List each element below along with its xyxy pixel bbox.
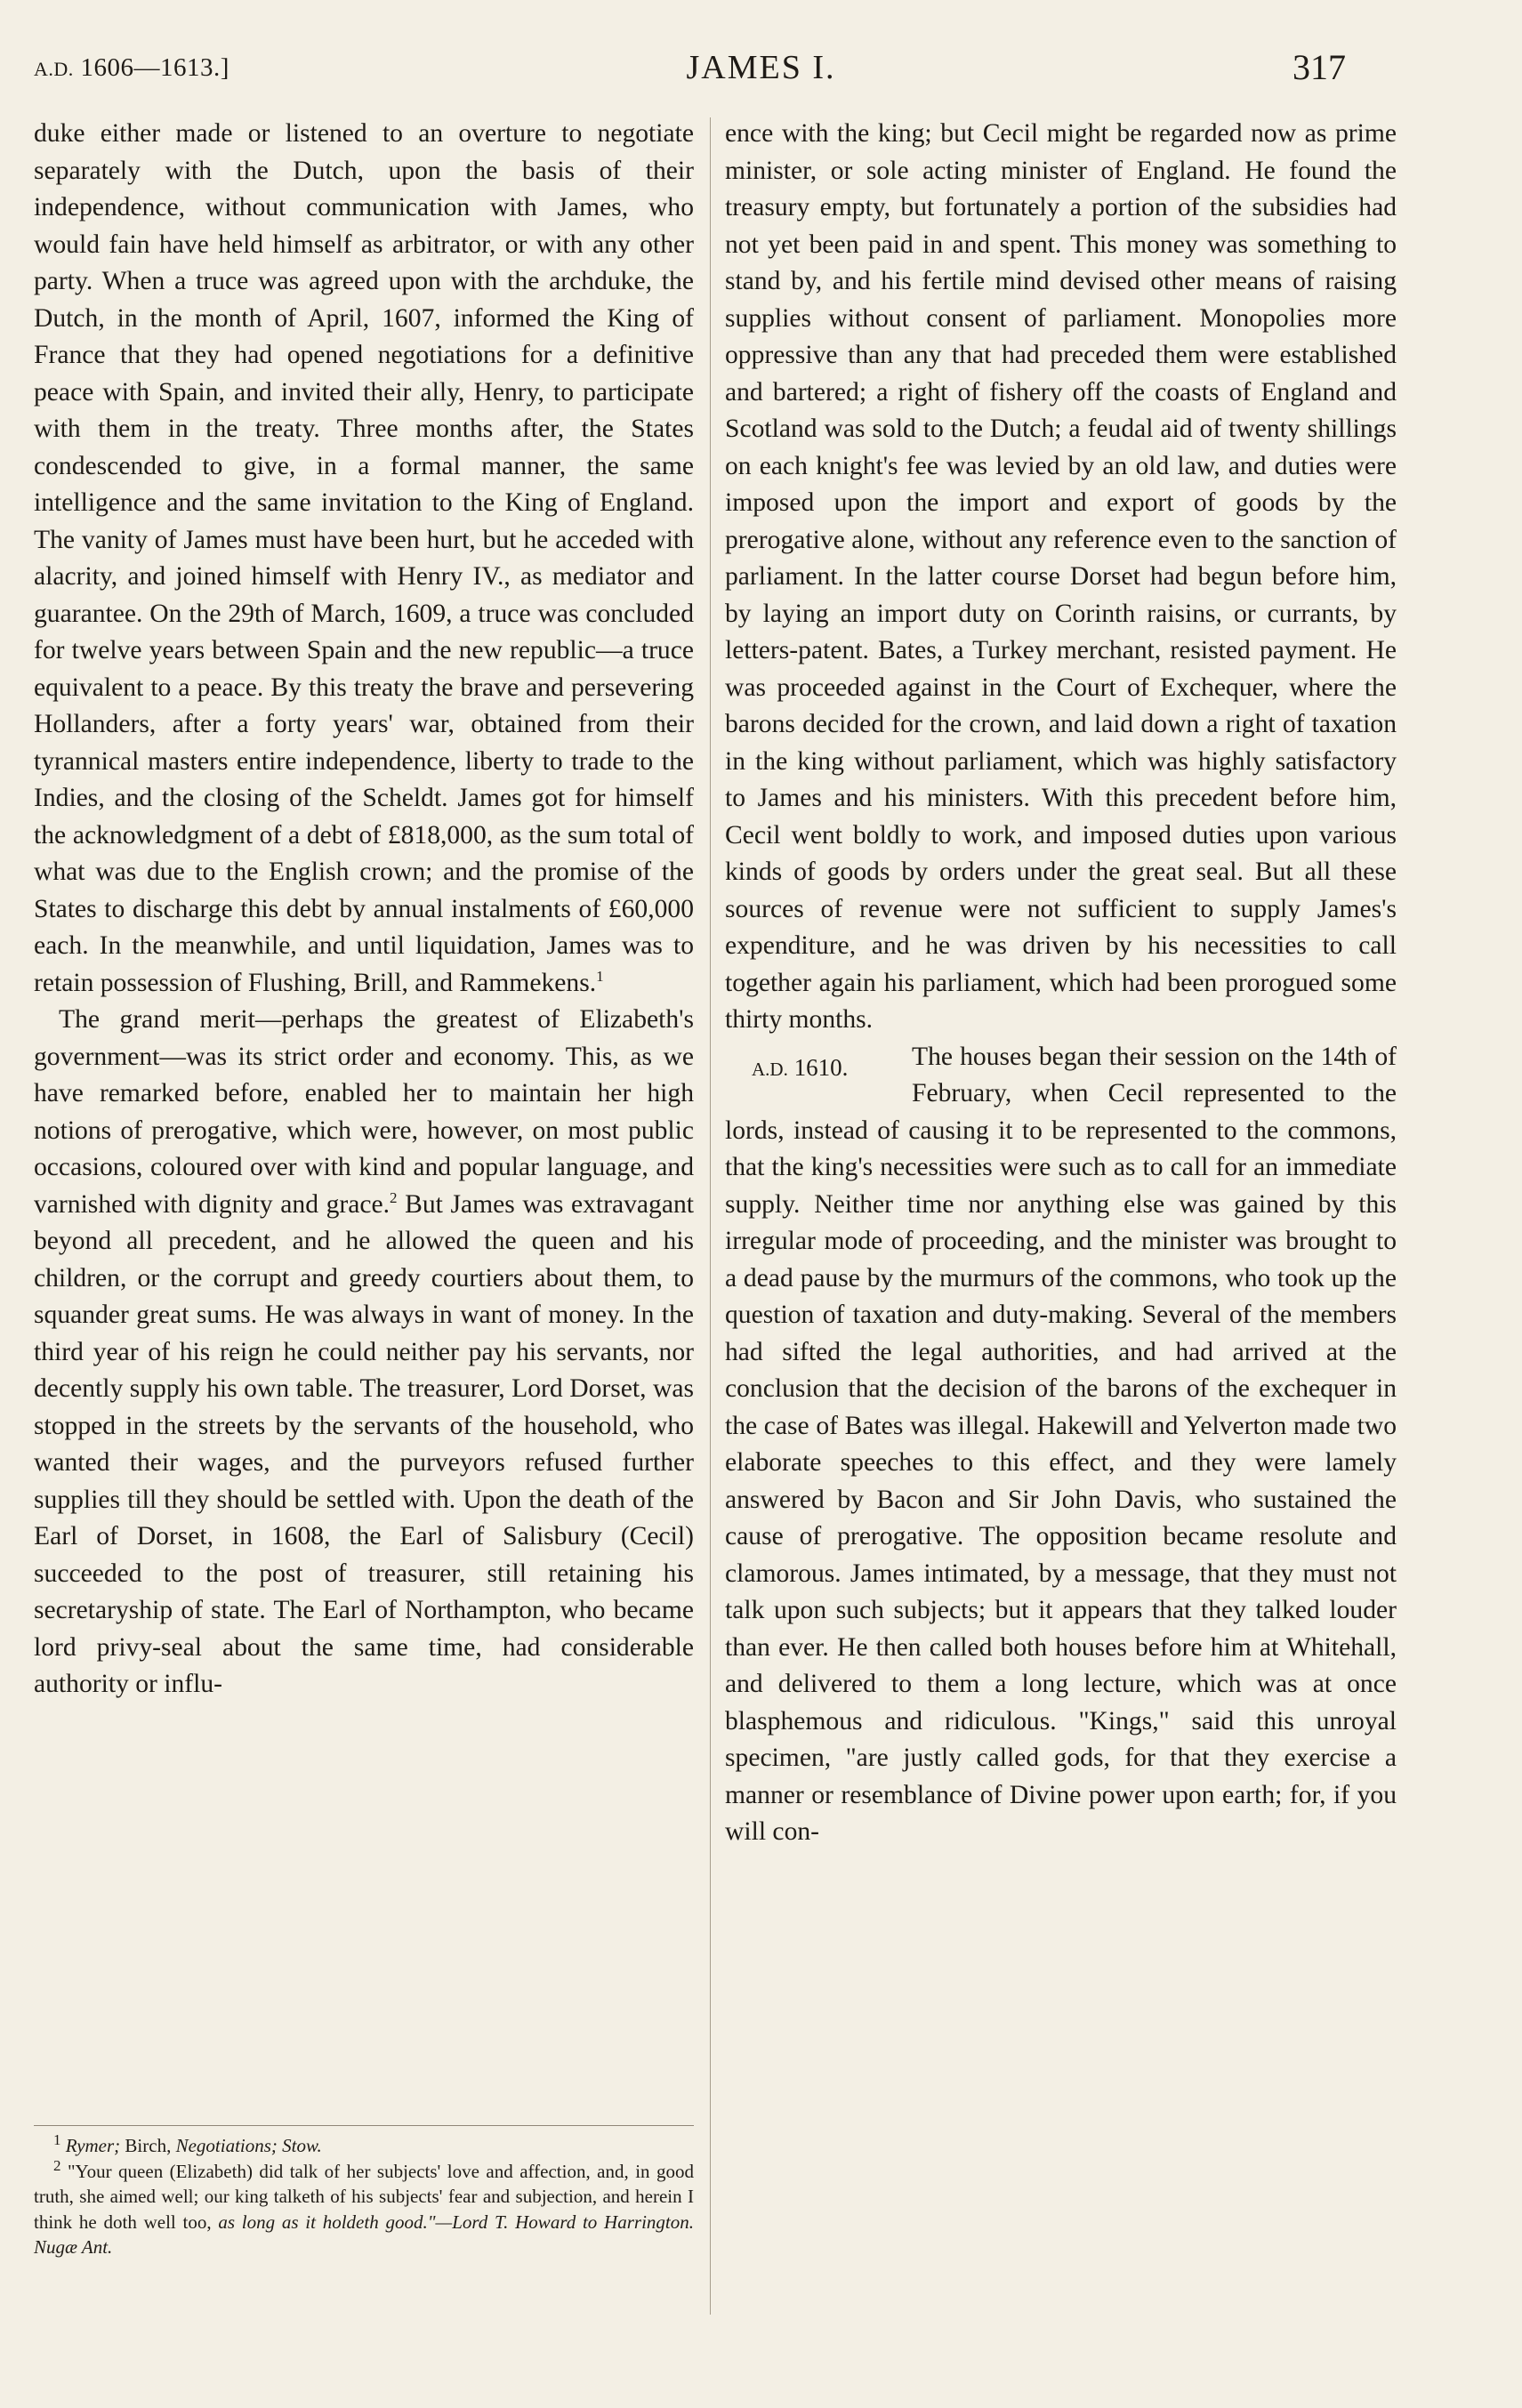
paragraph: duke either made or listened to an overture to negotiate separately with the Dutch, upon the basis of their independence, without communication with James, who would fain have held himself as arbitrator, or with any other party. When a truce was agreed upon with the archduke, the Dutch, in the month of April, 1607, informed the King of France that they had opened negotiations for a definitive peace with Spain, and invited their ally, Henry, to participate with them in the treaty. Three months after, the States condescended to give, in a formal manner, the same intelligence and the same invitation to the King of England. The vanity of James must have been hurt, but he acceded with alacrity, and joined himself with Henry IV., as mediator and guarantee. On the 29th of March, 1609, a truce was concluded for twelve years between Spain and the new republic—a truce equivalent to a peace. By this treaty the brave and persevering Hollanders, after a forty years' war, obtained from their tyrannical masters entire independence, liberty to trade to the Indies, and the closing of the Scheldt. James got for himself the acknowledgment of a debt of £818,000, as the sum total of what was due to the English crown; and the promise of the States to discharge this debt by annual instalments of £60,000 each. In the meanwhile, and until liquidation, James was to retain possession of Flushing, Brill, and Rammekens.$^1$ (34, 119, 694, 997)
paragraph: ence with the king; but Cecil might be regarded now as prime minister, or sole acting minister of England. He found the treasury empty, but fortunately a portion of the subsidies had not yet been paid in and spent. This money was something to stand by, and his fertile mind devised other means of raising supplies without consent of parliament. Monopolies more oppressive than any that had preceded them were established and bartered; a right of fishery off the coasts of England and Scotland was sold to the Dutch; a feudal aid of twenty shillings on each knight's fee was levied by an old law, and duties were imposed upon the import and export of goods by the prerogative alone, without any reference even to the sanction of parliament. In the latter course Dorset had begun before him, by laying an import duty on Corinth raisins, or currants, by letters-patent. Bates, a Turkey merchant, resisted payment. He was proceeded against in the Court of Exchequer, where the barons decided for the crown, and laid down a right of taxation in the king without parliament, which was highly satisfactory to James and his ministers. With this precedent before him, Cecil went boldly to work, and imposed duties upon various kinds of goods by orders under the great seal. But all these sources of revenue were not sufficient to supply James's expenditure, and he was driven by his necessities to call together again his parliament, which had been prorogued some thirty months. (725, 119, 1397, 1034)
header-date-range: A.D. 1606—1613.] (34, 53, 230, 82)
footnote-rule (34, 2125, 694, 2126)
paragraph: The grand merit—perhaps the greatest of Elizabeth's government—was its strict order and economy. This, as we have remarked before, enabled her to maintain her high notions of prerogative, which were, however, on most public occasions, coloured over with kind and popular language, and varnished with dignity and grace.$^2$ But James was extravagant beyond all precedent, and he allowed the queen and his children, or the corrupt and greedy courtiers about them, to squander great sums. He was always in want of money. In the third year of his reign he could neither pay his servants, nor decently supply his own table. The treasurer, Lord Dorset, was stopped in the streets by the servants of the household, who wanted their wages, and the purveyors refused further supplies till they should be settled with. Upon the death of the Earl of Dorset, in 1608, the Earl of Salisbury (Cecil) succeeded to the post of treasurer, still retaining his secretaryship of state. The Earl of Northampton, who became lord privy-seal about the same time, had considerable authority or influ- (34, 1005, 694, 1698)
footnotes (34, 2133, 694, 2260)
page-number: 317 (1292, 47, 1346, 87)
footnote-ref: 2 (390, 1188, 398, 1206)
footnote-ref: 1 (596, 967, 604, 985)
paragraph: A.D. 1610. The houses began their session on the 14th of February, when Cecil represented to the lords, instead of causing it to be represented to the commons, that the king's necessities were such as to call for an immediate supply. Neither time nor anything else was gained by this irregular mode of proceeding, and the minister was brought to a dead pause by the murmurs of the commons, who took up the question of taxation and duty-making. Several of the members had sifted the legal authorities, and had arrived at the conclusion that the decision of the barons of the exchequer in the case of Bates was illegal. Hakewill and Yelverton made two elaborate speeches to this effect, and they were lamely answered by Bacon and Sir John Davis, who sustained the cause of prerogative. The opposition became resolute and clamorous. James intimated, by a message, that they must not talk upon such subjects; but it appears that they talked louder than ever. He then called both houses before him at Whitehall, and delivered to them a long lecture, which was at once blasphemous and ridiculous. "Kings," said this unroyal specimen, "are justly called gods, for that they exercise a manner or resemblance of Divine power upon earth; for, if you will con- (725, 1042, 1397, 1846)
left-column (34, 116, 694, 1703)
running-header (34, 46, 1488, 91)
column-divider (710, 117, 711, 2315)
margin-date: A.D. 1610. (752, 1053, 849, 1081)
header-title: JAMES I. (686, 49, 836, 86)
footnote: $^2$ "Your queen (Elizabeth) did talk of her subjects' love and affection, and, in good truth, she aimed well; our king talketh of his subjects' fear and subjection, and herein I think he doth well too, as long as it holdeth good."—Lord T. Howard to Harrington. Nugæ Ant. (34, 2156, 694, 2258)
right-column (725, 116, 1397, 1851)
footnote: $^1$ Rymer; Birch, Negotiations; Stow. (53, 2131, 322, 2156)
